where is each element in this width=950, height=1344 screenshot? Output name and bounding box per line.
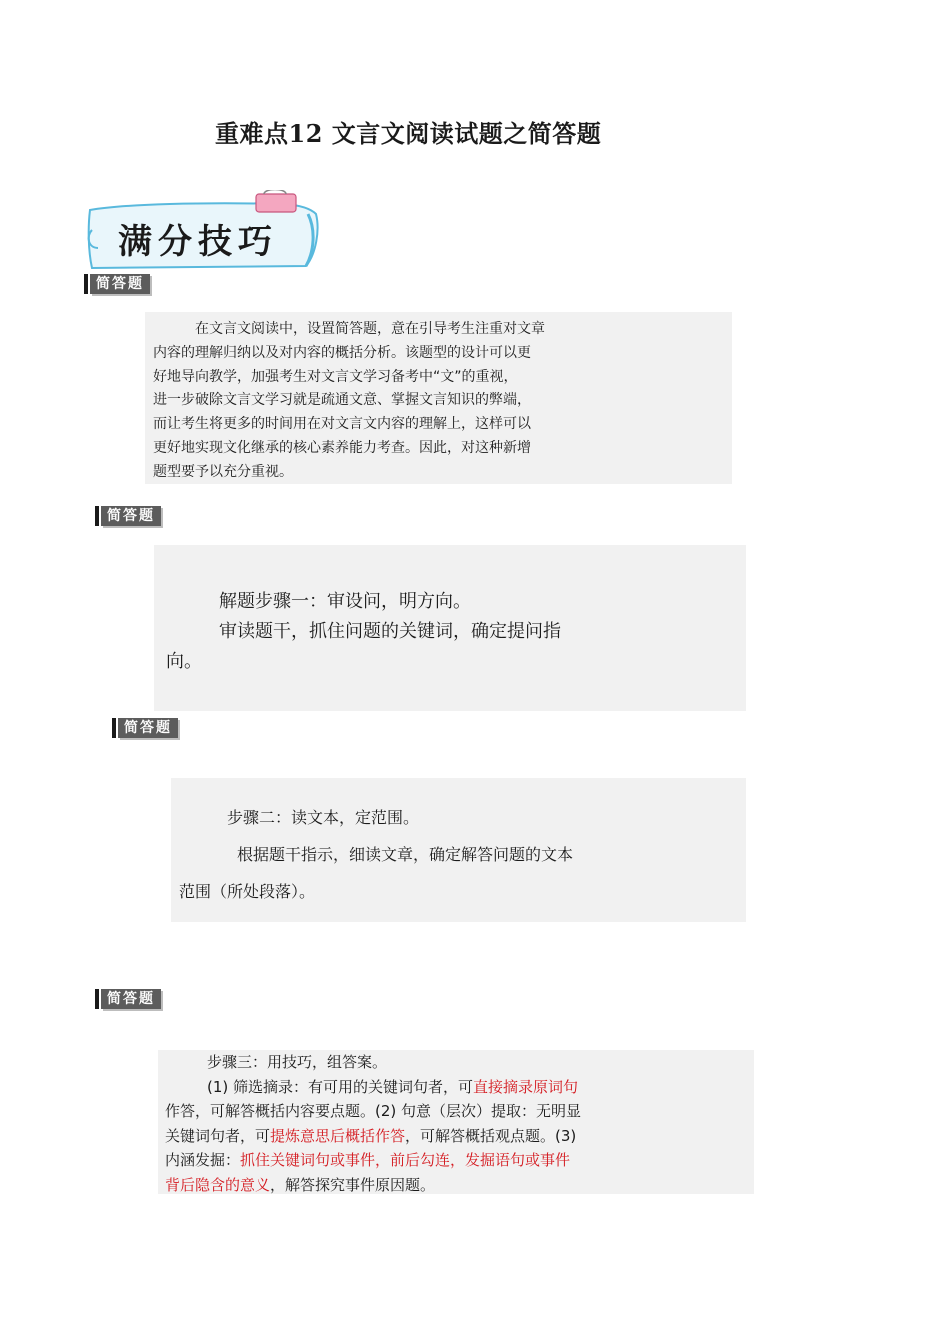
step3-highlight: 直接摘录原词句 — [473, 1077, 579, 1096]
binder-clip-icon — [256, 190, 296, 212]
tag-bar — [84, 274, 88, 294]
step3-line — [165, 1173, 746, 1198]
intro-line: 进一步破除文言文学习就是疏通文意、掌握文言知识的弊端， — [153, 392, 531, 409]
step3-line — [165, 1148, 746, 1173]
step3-highlight: 背后隐含的意义 — [165, 1175, 271, 1194]
step1-line: 向。 — [166, 651, 202, 672]
step3-line: 作答，可解答概括内容要点题。(2) 句意（层次）提取：无明显 — [165, 1102, 582, 1120]
intro-line: 更好地实现文化继承的核心素养能力考查。因此，对这种新增 — [153, 439, 531, 456]
section-tag-2 — [95, 506, 161, 526]
page-title: 重难点12 文言文阅读试题之简答题 — [215, 119, 602, 148]
tag-label: 简答题 — [118, 718, 178, 738]
step3-text: 关键词句者，可 — [165, 1126, 271, 1145]
tag-label: 简答题 — [101, 989, 161, 1009]
step3-text: (1) 筛选摘录：有可用的关键词句者，可 — [207, 1077, 474, 1096]
step3-text: 内涵发掘： — [165, 1151, 241, 1169]
step3-text: ，解答探究事件原因题。 — [270, 1175, 436, 1194]
step2-heading: 步骤二：读文本，定范围。 — [227, 808, 420, 827]
tag-bar — [112, 718, 116, 738]
step3-line — [165, 1124, 746, 1149]
step1-heading: 解题步骤一：审设问，明方向。 — [219, 591, 471, 612]
step1-box — [154, 545, 746, 711]
intro-box — [145, 312, 732, 484]
step2-box — [171, 778, 746, 922]
intro-line: 在文言文阅读中，设置简答题，意在引导考生注重对文章 — [195, 321, 545, 337]
intro-line: 而让考生将更多的时间用在对文言文内容的理解上，这样可以 — [153, 416, 531, 433]
step1-line: 审读题干，抓住问题的关键词，确定提问指 — [219, 621, 561, 642]
step2-line: 范围（所处段落）。 — [179, 882, 316, 901]
step3-highlight: 提炼意思后概括作答 — [270, 1126, 406, 1145]
step2-line: 根据题干指示，细读文章，确定解答问题的文本 — [237, 845, 574, 864]
banner-title: 满分技巧 — [118, 222, 278, 262]
step3-highlight: 抓住关键词句或事件，前后勾连，发掘语句或事件 — [240, 1151, 571, 1169]
section-tag-3 — [112, 718, 178, 738]
step3-text: ，可解答概括观点题。(3) — [405, 1126, 577, 1145]
step3-line — [165, 1075, 746, 1100]
section-tag-1 — [84, 274, 150, 294]
tag-label: 简答题 — [101, 506, 161, 526]
intro-line: 好地导向教学，加强考生对文言文学习备考中“文”的重视， — [153, 368, 518, 385]
step3-heading: 步骤三：用技巧，组答案。 — [207, 1053, 388, 1071]
tag-label: 简答题 — [90, 274, 150, 294]
tag-bar — [95, 506, 99, 526]
intro-line: 题型要予以充分重视。 — [153, 463, 293, 480]
step3-box — [158, 1050, 754, 1194]
tag-bar — [95, 989, 99, 1009]
intro-line: 内容的理解归纳以及对内容的概括分析。该题型的设计可以更 — [153, 344, 531, 361]
section-tag-4 — [95, 989, 161, 1009]
